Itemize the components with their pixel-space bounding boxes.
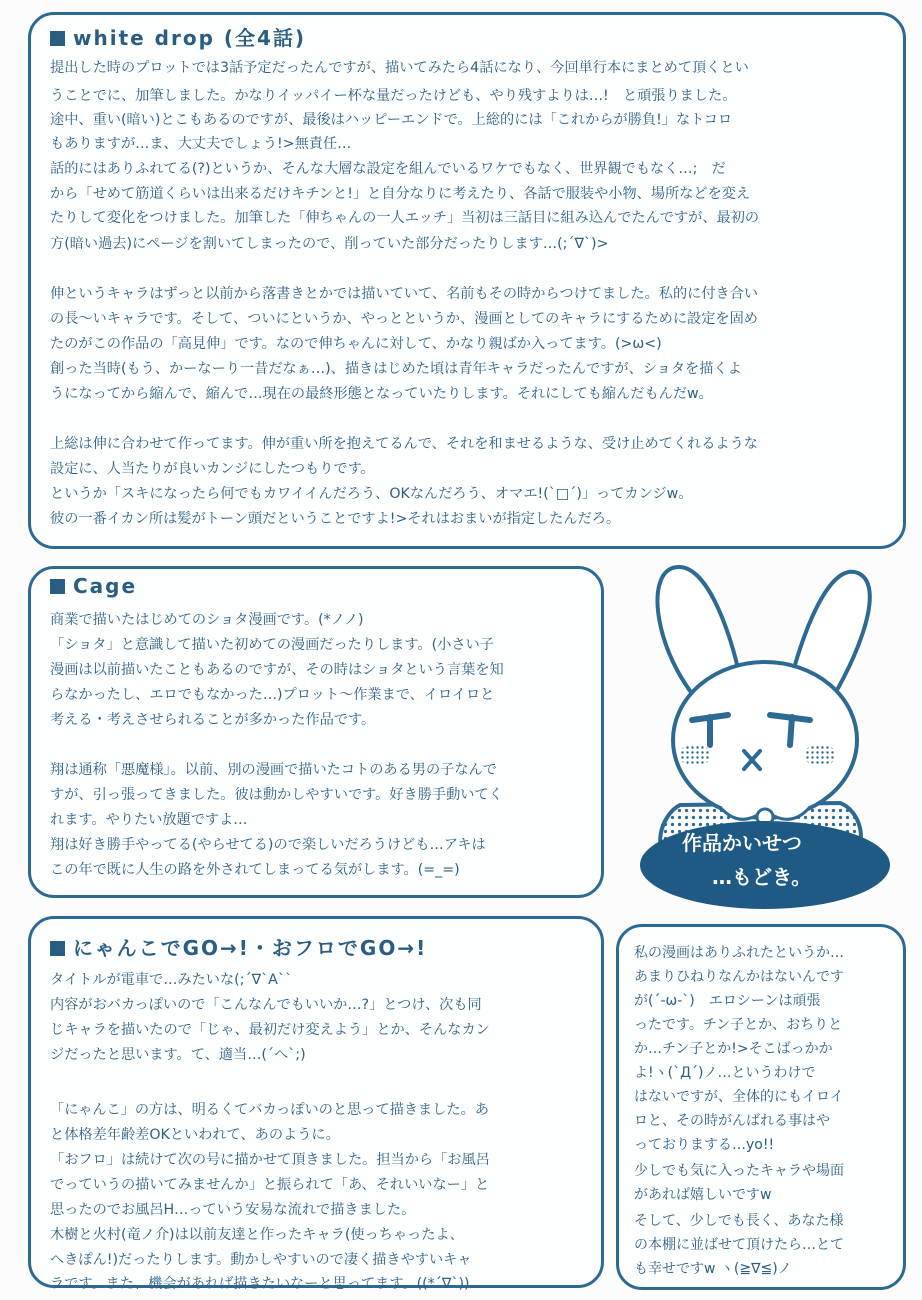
note-line: も幸せですw ヽ(≧∇≦)ノ <box>634 1261 792 1277</box>
note-line: そして、少しでも長く、あなた様 <box>634 1213 844 1229</box>
head <box>673 662 857 818</box>
note-line: 私の漫画はありふれたというか… <box>634 945 844 961</box>
white-drop-title <box>50 22 306 51</box>
square-bullet-icon <box>50 941 65 956</box>
body-line: 上総は伸に合わせて作ってます。伸が重い所を抱えてるんで、それを和ませるような、受け止めてくれるような <box>50 436 758 452</box>
note-line: っておりまする…yo!! <box>634 1137 775 1153</box>
body-line: の長〜いキャラです。そして、ついにというか、やっとというか、漫画としてのキャラにするために設定を固め <box>50 311 758 327</box>
note-line: よ!ヽ(`Д´)ノ…というわけで <box>634 1065 816 1081</box>
body-line: 提出した時のプロットでは3話予定だったんですが、描いてみたら4話になり、今回単行本にまとめて頂くとい <box>50 60 749 76</box>
body-line: 翔は好き勝手やってる(やらせてる)ので楽しいだろうけども…アキは <box>50 837 486 853</box>
body-line: から「せめて筋道くらいは出来るだけキチンと!」と自分なりに考えたり、各話で服装や小物、場所などを変え <box>50 186 751 202</box>
body-line: 設定に、人当たりが良いカンジにしたつもりです。 <box>50 461 375 477</box>
body-line: 「ショタ」と意識して描いた初めての漫画だったりします。(小さい子 <box>50 637 494 653</box>
body-line: 考える・考えさせられることが多かった作品です。 <box>50 712 376 728</box>
body-line: でっていうの描いてみませんか」と振られて「あ、それいいなー」と <box>50 1177 490 1193</box>
body-line: というか「スキになったら何でもカワイイんだろう、OKなんだろう、オマエ!(`□´)」ってカンジw。 <box>50 486 693 502</box>
square-bullet-icon <box>50 579 65 594</box>
right-blush <box>804 744 836 766</box>
body-line: 漫画は以前描いたこともあるのですが、その時はショタという言葉を知 <box>50 662 504 678</box>
nyanko-title <box>50 932 427 961</box>
body-line: たのがこの作品の「高見伸」です。なので伸ちゃんに対して、かなり親ばか入ってます。(>ω<) <box>50 336 662 352</box>
note-line: あまりひねりなんかはないんです <box>634 969 844 985</box>
note-line: ロと、その時がんばれる事はや <box>634 1113 830 1129</box>
nyanko-title-text: にゃんこでGO→!・おフロでGO→! <box>73 936 428 960</box>
cage-title-text: Cage <box>73 574 138 598</box>
note-line: が(´-ω-`) エロシーンは頑張 <box>634 993 821 1009</box>
rabbit-mascot <box>620 555 920 915</box>
body-line: うになってから縮んで、縮んで…現在の最終形態となっていたりします。それにしても縮んだもんだw。 <box>50 386 713 402</box>
body-line: ラです。また、機会があれば描きたいなーと思ってます。((*´∇`)) <box>50 1276 470 1292</box>
body-line: 思ったのでお風呂H…っていう安易な流れで描きました。 <box>50 1202 416 1218</box>
body-line: うことでに、加筆しました。かなりイッパイー杯な量だったけども、やり残すよりは…! と頑張りました。 <box>50 88 737 104</box>
body-line: へきぽん!)だったりします。動かしやすいので凄く描きやすいキャ <box>50 1252 472 1268</box>
square-bullet-icon <box>50 31 65 46</box>
body-line: たりして変化をつけました。加筆した「伸ちゃんの一人エッチ」当初は三話目に組み込んでたんですが、最初の <box>50 210 760 226</box>
body-line: 方(暗い過去)にページを割いてしまったので、削っていた部分だったりします…(;´∇`)> <box>50 236 609 252</box>
body-line: 伸というキャラはずっと以前から落書きとかでは描いていて、名前もその時からつけてました。私的に付き合い <box>50 286 759 302</box>
body-line: ジだったと思います。て、適当…(´へ`;) <box>50 1047 306 1063</box>
note-line: があれば嬉しいですw <box>634 1187 772 1203</box>
note-line: はないですが、全体的にもイロイ <box>634 1089 844 1105</box>
note-line: の本棚に並ばせて頂けたら…とて <box>634 1237 844 1253</box>
body-line: すが、引っ張ってきました。彼は動かしやすいです。好き勝手動いてく <box>50 787 503 803</box>
body-line: 翔は通称「悪魔様」。以前、別の漫画で描いたコトのある男の子なんで <box>50 762 497 778</box>
body-line: 彼の一番イカン所は髪がトーン頭だということですよ!>それはおまいが指定したんだろ。 <box>50 511 621 527</box>
note-line: ったです。チン子とか、おちりと <box>634 1017 843 1033</box>
body-line: 商業で描いたはじめてのショタ漫画です。(*ノノ) <box>50 612 364 628</box>
body-line: らなかったし、エロでもなかった…)プロット〜作業まで、イロイロと <box>50 687 495 703</box>
body-line: じキャラを描いたので「じゃ、最初だけ変えよう」とか、そんなカン <box>50 1022 490 1038</box>
note-line: 少しでも気に入ったキャラや場面 <box>634 1163 844 1179</box>
body-line: 「にゃんこ」の方は、明るくてバカっぽいのと思って描きました。あ <box>50 1102 489 1118</box>
body-line: 木樹と火村(竜ノ介)は以前友達と作ったキャラ(使っちゃったよ、 <box>50 1227 464 1243</box>
badge-line-2: …もどき。 <box>712 865 812 889</box>
cage-title <box>50 574 137 598</box>
body-line: 「おフロ」は続けて次の号に描かせて頂きました。担当から「お風呂 <box>50 1152 490 1168</box>
body-line: 途中、重い(暗い)とこもあるのですが、最後はハッピーエンドで。上総的には「これからが勝負!」なトコロ <box>50 112 733 128</box>
body-line: 話的にはありふれてる(?)というか、そんな大層な設定を組んでいるワケでもなく、世界観でもなく…; だ <box>50 161 726 177</box>
badge-line-1: 作品かいせつ <box>682 831 802 855</box>
body-line: 創った当時(もう、かーなーり一昔だなぁ…)、描きはじめた頃は青年キャラだったんですが、ショタを描くよ <box>50 361 742 377</box>
body-line: タイトルが電車で…みたいな(;´∇`A`` <box>50 972 293 988</box>
body-line: もありますが…ま、大丈夫でしょう!>無責任… <box>50 136 352 152</box>
note-line: か…チン子とか!>そこばっかか <box>634 1041 833 1057</box>
body-line: れます。やりたい放題ですよ… <box>50 812 248 828</box>
white-drop-title-text: white drop (全4話) <box>73 26 307 50</box>
body-line: 内容がおバカっぽいので「こんなんでもいいか…?」とつけ、次も同 <box>50 997 482 1013</box>
left-blush <box>679 744 711 766</box>
body-line: と体格差年齢差OKといわれて、あのように。 <box>50 1127 340 1143</box>
body-line: この年で既に人生の路を外されてしまってる気がします。(=_=) <box>50 862 460 878</box>
